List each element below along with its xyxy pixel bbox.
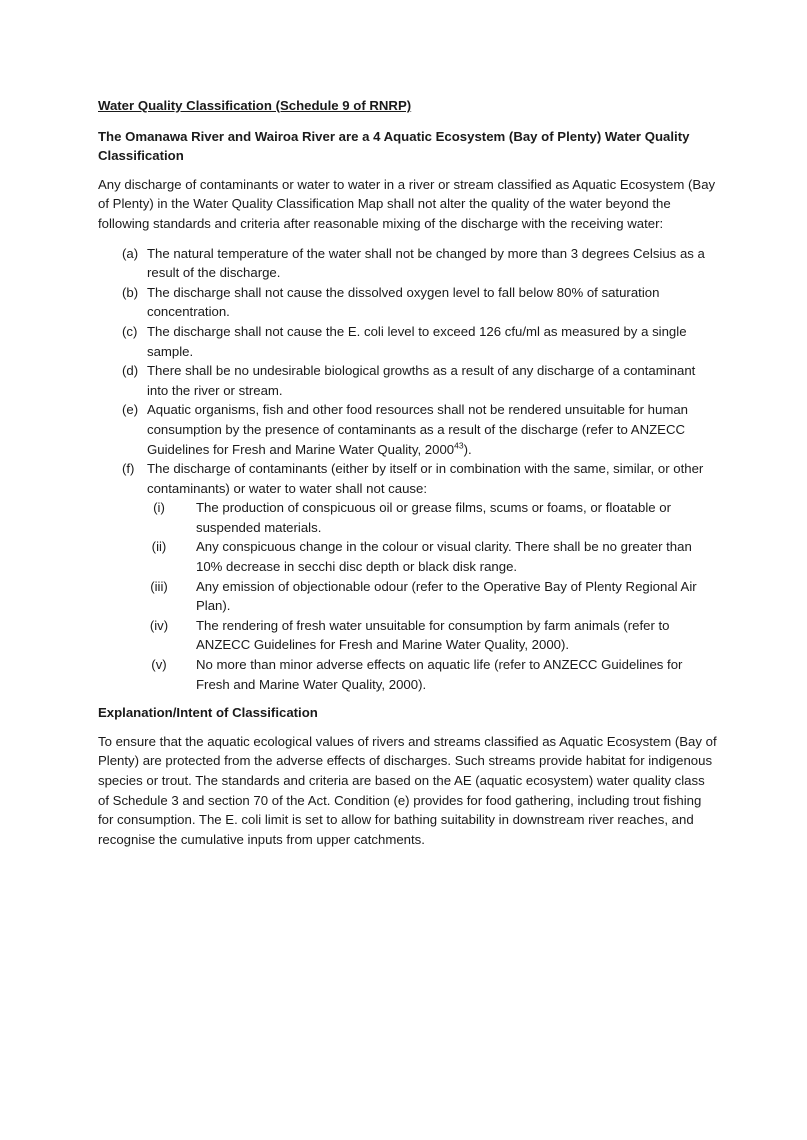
sub-condition-text: Any emission of objectionable odour (refer to the Operative Bay of Plenty Regional Air Plan).	[196, 578, 697, 614]
conditions-list	[98, 244, 717, 695]
sub-condition-iv	[98, 616, 717, 655]
sub-condition-text: Any conspicuous change in the colour or visual clarity. There shall be no greater than 10% decrease in secchi disc depth or black disk range.	[196, 539, 692, 575]
sub-condition-i	[98, 498, 717, 537]
condition-text: The discharge shall not cause the E. coli level to exceed 126 cfu/ml as measured by a single sample.	[147, 323, 687, 359]
condition-text: There shall be no undesirable biological growths as a result of any discharge of a contaminant into the river or stream.	[147, 363, 696, 398]
condition-text: Aquatic organisms, fish and other food resources shall not be rendered unsuitable for human consumption by the presence of contaminants as a result of the discharge (refer to ANZECC Guidelines for Fresh and Marine Water Quality, 2000	[147, 402, 689, 457]
sub-condition-marker: (iv)	[149, 617, 169, 633]
condition-text: The discharge shall not cause the dissolved oxygen level to fall below 80% of saturation concentration.	[147, 284, 660, 320]
sub-condition-marker: (iii)	[150, 578, 168, 594]
condition-e	[98, 400, 717, 459]
intro-paragraph: Any discharge of contaminants or water to water in a river or stream classified as Aquatic Ecosystem (Bay of Plenty) in the Water Quality Classification Map shall not alter the quality of the water beyond the following standards and criteria after reasonable mixing of the discharge with the receiving water:	[98, 176, 716, 231]
condition-text: The natural temperature of the water shall not be changed by more than 3 degrees Celsius as a result of the discharge.	[147, 245, 705, 281]
sub-condition-marker: (ii)	[151, 539, 167, 555]
condition-marker: (a)	[122, 245, 139, 261]
sub-condition-text: No more than minor adverse effects on aquatic life (refer to ANZECC Guidelines for Fresh and Marine Water Quality, 2000).	[196, 657, 683, 692]
condition-c	[98, 322, 717, 361]
condition-marker: (f)	[122, 461, 135, 477]
condition-marker: (e)	[122, 402, 139, 418]
explanation-paragraph: To ensure that the aquatic ecological values of rivers and streams classified as Aquatic Ecosystem (Bay of Plenty) are protected from the adverse effects of discharges. Such streams provide habitat for indigenous species or trout. The standards and criteria are based on the AE (aquatic ecosystem) water quality class of Schedule 3 and section 70 of the Act. Condition (e) provides for food gathering, including trout fishing for consumption. The E. coli limit is set to allow for bathing suitability in downstream river reaches, and recognise the cumulative inputs from upper catchments.	[98, 733, 717, 847]
explanation-heading: Explanation/Intent of Classification	[98, 705, 318, 721]
sub-condition-text: The rendering of fresh water unsuitable for consumption by farm animals (refer to ANZECC Guidelines for Fresh and Marine Water Quality, 2000).	[196, 617, 670, 653]
classification-heading: The Omanawa River and Wairoa River are a 4 Aquatic Ecosystem (Bay of Plenty) Water Quality Classification	[98, 128, 690, 164]
sub-condition-text: The production of conspicuous oil or grease films, scums or foams, or floatable or suspended materials.	[196, 500, 671, 535]
condition-f	[98, 459, 717, 694]
condition-marker: (d)	[122, 363, 139, 379]
condition-b	[98, 283, 717, 322]
condition-d	[98, 361, 717, 400]
footnote-reference: 43	[454, 440, 464, 451]
condition-text-end: ).	[463, 441, 472, 457]
sub-condition-ii	[98, 537, 717, 576]
sub-condition-iii	[98, 577, 717, 616]
condition-text: The discharge of contaminants (either by itself or in combination with the same, similar, or other contaminants) or water to water shall not cause:	[147, 461, 704, 496]
condition-marker: (c)	[122, 323, 138, 339]
sub-condition-v	[98, 655, 717, 694]
condition-marker: (b)	[122, 284, 139, 300]
sub-conditions-list	[147, 498, 717, 694]
document-title: Water Quality Classification (Schedule 9 of RNRP)	[98, 98, 412, 113]
condition-a	[98, 244, 717, 283]
sub-condition-marker: (i)	[153, 500, 165, 516]
sub-condition-marker: (v)	[151, 657, 167, 673]
